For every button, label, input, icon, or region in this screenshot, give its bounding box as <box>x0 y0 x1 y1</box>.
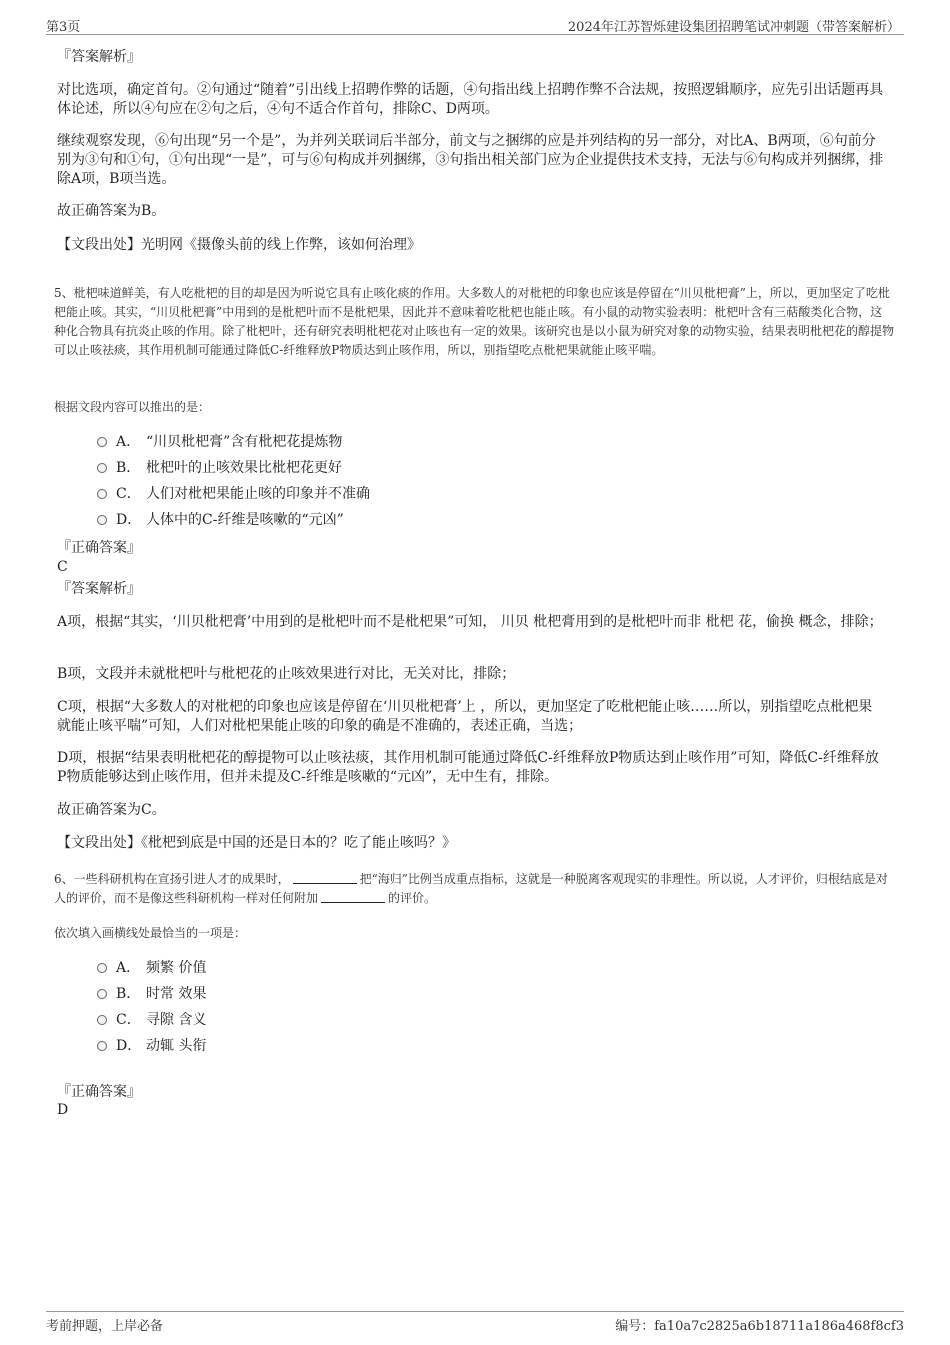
answer-heading: 『正确答案』 <box>57 540 141 556</box>
option-c[interactable] <box>97 484 370 504</box>
analysis-heading: 『答案解析』 <box>57 49 141 65</box>
stem-text: 6、一些科研机构在宣扬引进人才的成果时， <box>54 872 290 886</box>
document-title: 2024年江苏智烁建设集团招聘笔试冲刺题（带答案解析） <box>567 20 900 35</box>
option-letter: B． <box>116 986 141 1002</box>
stem-text: 把“海归”比例当成重点指标，这就是一种脱离客观现实的非理性。所以说，人才评价，归根结底是对人的评价，而不是像这些科研机构一样对任何附加 <box>54 872 888 905</box>
question-prompt: 依次填入画横线处最恰当的一项是： <box>54 926 247 940</box>
option-b[interactable] <box>97 458 342 478</box>
option-text: 频繁 价值 <box>146 960 207 976</box>
option-letter: C． <box>116 486 141 502</box>
page-footer <box>46 1311 904 1336</box>
option-text: 枇杷叶的止咳效果比枇杷花更好 <box>146 460 342 476</box>
correct-answer: D <box>57 1102 69 1118</box>
radio-icon[interactable] <box>97 963 107 973</box>
option-text: 寻隙 含义 <box>146 1012 207 1028</box>
option-d[interactable] <box>97 1036 206 1056</box>
analysis-option-d: D项，根据“结果表明枇杷花的醇提物可以止咳祛痰，其作用机制可能通过降低C-纤维释放P物质达到止咳作用”可知，降低C-纤维释放P物质能够达到止咳作用，但并未提及C-纤维是咳嗽的“元凶”，无中生有，排除。 <box>57 750 879 785</box>
conclusion: 故正确答案为B。 <box>57 203 166 219</box>
option-text: 人体中的C-纤维是咳嗽的“元凶” <box>146 512 344 528</box>
page-number: 第3页 <box>46 20 81 35</box>
correct-answer: C <box>57 559 68 575</box>
radio-icon[interactable] <box>97 1015 107 1025</box>
conclusion: 故正确答案为C。 <box>57 802 166 818</box>
option-letter: B． <box>116 460 141 476</box>
radio-icon[interactable] <box>97 1041 107 1051</box>
option-letter: C． <box>116 1012 141 1028</box>
source-citation: 【文段出处】光明网《摄像头前的线上作弊，该如何治理》 <box>57 237 421 253</box>
option-letter: A． <box>116 960 141 976</box>
question-stem: 5、枇杷味道鲜美，有人吃枇杷的目的却是因为听说它具有止咳化痰的作用。大多数人的对枇杷的印象也应该是停留在“川贝枇杷膏”上，所以，更加坚定了吃枇杷能止咳。其实，“川贝枇杷膏”中用到的是枇杷叶而不是枇杷果，因此并不意味着吃枇杷也能止咳。有小鼠的动物实验表明：枇杷叶含有三萜酸类化合物，这种化合物具有抗炎止咳的作用。除了枇杷叶，还有研究表明枇杷花对止咳也有一定的效果。该研究也是以小鼠为研究对象的动物实验，结果表明枇杷花的醇提物可以止咳祛痰，其作用机制可能通过降低C-纤维释放P物质达到止咳作用，所以，别指望吃点枇杷果就能止咳平喘。 <box>54 286 895 357</box>
stem-text: 的评价。 <box>388 891 437 905</box>
option-text: 人们对枇杷果能止咳的印象并不准确 <box>146 486 370 502</box>
option-b[interactable] <box>97 984 206 1004</box>
option-text: 动辄 头衔 <box>146 1038 207 1054</box>
radio-icon[interactable] <box>97 463 107 473</box>
analysis-paragraph: 对比选项，确定首句。②句通过“随着”引出线上招聘作弊的话题，④句指出线上招聘作弊不合法规，按照逻辑顺序，应先引出话题再具体论述，所以④句应在②句之后，④句不适合作首句，排除C、D两项。 <box>57 82 884 117</box>
document-id: 编号：fa10a7c2825a6b18711a186a468f8cf3 <box>615 1319 904 1334</box>
page-header <box>46 14 904 35</box>
option-d[interactable] <box>97 510 344 530</box>
analysis-option-c: C项，根据“大多数人的对枇杷的印象也应该是停留在‘川贝枇杷膏’上 ，所以，更加坚定了吃枇杷能止咳……所以，别指望吃点枇杷果就能止咳平喘”可知，人们对枇杷果能止咳的印象的确是不准确的，表述正确，当选； <box>57 699 873 734</box>
analysis-option-a: A项，根据“其实，‘川贝枇杷膏’中用到的是枇杷叶而不是枇杷果”可知， 川贝 枇杷膏用到的是枇杷叶而非 枇杷 花，偷换 概念，排除； <box>57 614 883 630</box>
option-letter: D． <box>116 512 142 528</box>
fill-blank <box>293 871 357 884</box>
option-letter: A． <box>116 434 141 450</box>
radio-icon[interactable] <box>97 489 107 499</box>
option-text: 时常 效果 <box>146 986 207 1002</box>
footer-slogan: 考前押题，上岸必备 <box>46 1319 164 1334</box>
answer-heading: 『正确答案』 <box>57 1084 141 1100</box>
option-a[interactable] <box>97 958 206 978</box>
option-c[interactable] <box>97 1010 206 1030</box>
source-citation: 【文段出处】《枇杷到底是中国的还是日本的？吃了能止咳吗？》 <box>57 835 456 851</box>
fill-blank <box>321 890 385 903</box>
analysis-option-b: B项，文段并未就枇杷叶与枇杷花的止咳效果进行对比，无关对比，排除； <box>57 666 516 682</box>
analysis-paragraph: 继续观察发现，⑥句出现“另一个是”，为并列关联词后半部分，前文与之捆绑的应是并列结构的另一部分，对比A、B两项，⑥句前分别为③句和①句，①句出现“一是”，可与⑥句构成并列捆绑，③句指出相关部门应为企业提供技术支持，无法与⑥句构成并列捆绑，排除A项，B项当选。 <box>57 133 884 187</box>
radio-icon[interactable] <box>97 437 107 447</box>
option-letter: D． <box>116 1038 142 1054</box>
option-a[interactable] <box>97 432 342 452</box>
question-stem <box>54 870 894 908</box>
radio-icon[interactable] <box>97 515 107 525</box>
analysis-heading: 『答案解析』 <box>57 581 141 597</box>
radio-icon[interactable] <box>97 989 107 999</box>
question-prompt: 根据文段内容可以推出的是： <box>54 400 211 414</box>
option-text: “川贝枇杷膏”含有枇杷花提炼物 <box>146 434 343 450</box>
